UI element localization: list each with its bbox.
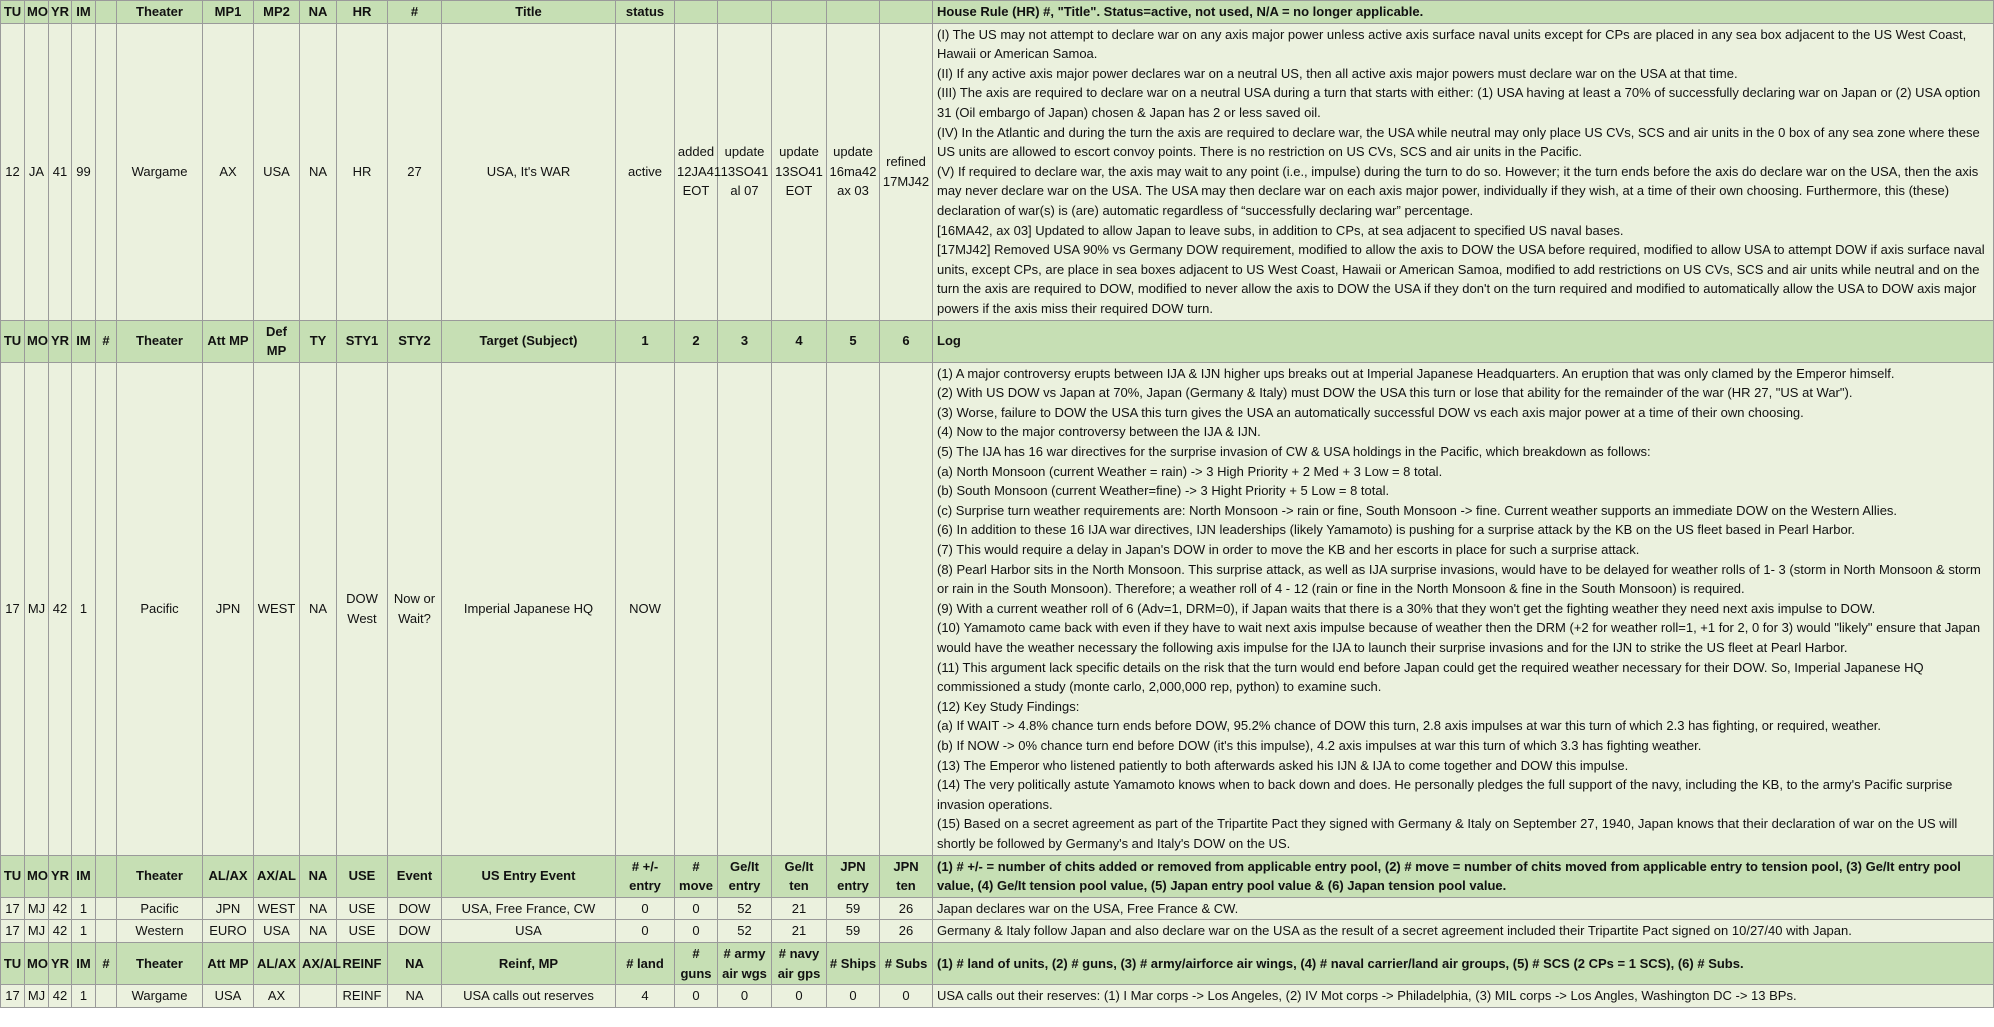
cell-yr[interactable]: 42 bbox=[49, 985, 72, 1008]
col-title: Title bbox=[442, 1, 616, 24]
cell-mo[interactable]: MJ bbox=[25, 920, 49, 943]
col-subs: # Subs bbox=[880, 942, 933, 984]
col-al-ax: AL/AX bbox=[254, 942, 300, 984]
log-line: (2) With US DOW vs Japan at 70%, Japan (Germany & Italy) must DOW the USA this turn or lose that ability for the remainder of the war (HR 27, "US at War"). bbox=[937, 385, 1853, 401]
rule-line: (III) The axis are required to declare war on a neutral USA during a turn that starts with either: (1) USA having at least a 70% of successfully declaring war on Japan or (2) USA option 31 (Oil embargo of Japan) chosen & Japan has 2 or less saved oil. bbox=[937, 85, 1981, 120]
cell-us-entry-event[interactable]: USA bbox=[442, 920, 616, 943]
cell-def-mp[interactable]: WEST bbox=[254, 362, 300, 855]
cell-update-3[interactable]: update 16ma42 ax 03 bbox=[827, 23, 880, 320]
col-na: NA bbox=[300, 1, 337, 24]
col-guns: # guns bbox=[675, 942, 718, 984]
col-entry-legend: (1) # +/- = number of chits added or removed from applicable entry pool, (2) # move = number of chits moved from applicable entry to tension pool, (3) Ge/It entry pool value, (4) Ge/It tension pool value, (5) Japan entry pool value & (6) Japan tension pool value. bbox=[933, 855, 1994, 897]
rule-line: (I) The US may not attempt to declare war on any axis major power unless active axis surface naval units except for CPs are placed in any sea box adjacent to the US West Coast, Hawaii or American Samoa. bbox=[937, 26, 1967, 62]
col-tu: TU bbox=[1, 942, 25, 984]
cell-mo[interactable]: MJ bbox=[25, 985, 49, 1008]
col-blank bbox=[827, 1, 880, 24]
col-blank bbox=[96, 855, 117, 897]
cell-number[interactable] bbox=[96, 985, 117, 1008]
cell-yr[interactable]: 41 bbox=[49, 23, 72, 320]
col-army-air: # army air wgs bbox=[718, 942, 772, 984]
col-ax-al: AX/AL bbox=[254, 855, 300, 897]
us-entry-row bbox=[1, 920, 1994, 943]
cell-tu[interactable]: 17 bbox=[1, 920, 25, 943]
cell-theater[interactable]: Pacific bbox=[117, 362, 203, 855]
col-jpn-entry: JPN entry bbox=[827, 855, 880, 897]
house-rule-row bbox=[1, 23, 1994, 320]
col-yr: YR bbox=[49, 320, 72, 362]
cell-geit-ten[interactable]: 21 bbox=[772, 897, 827, 920]
cell-refined[interactable]: refined 17MJ42 bbox=[880, 23, 933, 320]
col-2: 2 bbox=[675, 320, 718, 362]
col-mo: MO bbox=[25, 320, 49, 362]
us-entry-header-row bbox=[1, 855, 1994, 897]
log-line: (1) A major controversy erupts between IJA & IJN higher ups breaks out at Imperial Japanese Headquarters. An eruption that was only clamed by the Emperor himself. bbox=[937, 365, 1895, 381]
col-ships: # Ships bbox=[827, 942, 880, 984]
cell-4[interactable] bbox=[772, 362, 827, 855]
log-row bbox=[1, 362, 1994, 855]
col-na: NA bbox=[388, 942, 442, 984]
col-im: IM bbox=[72, 942, 96, 984]
cell-guns[interactable]: 0 bbox=[675, 985, 718, 1008]
cell-geit-entry[interactable]: 52 bbox=[718, 920, 772, 943]
cell-al-ax[interactable]: JPN bbox=[203, 897, 254, 920]
rule-line: [16MA42, ax 03] Updated to allow Japan to leave subs, in addition to CPs, at sea adjacent to specified US naval bases. bbox=[937, 222, 1624, 238]
us-entry-row bbox=[1, 897, 1994, 920]
cell-entry-note[interactable]: Japan declares war on the USA, Free France & CW. bbox=[933, 897, 1994, 920]
col-3: 3 bbox=[718, 320, 772, 362]
col-blank bbox=[718, 1, 772, 24]
rule-line: [17MJ42] Removed USA 90% vs Germany DOW requirement, modified to allow the axis to DOW the USA before required, modified to allow USA to attempt DOW if axis surface naval units, except CPs, are place in sea boxes adjacent to US West Coast, Hawaii or American Samoa, modified to add restrictions on US CVs, SCS and air units while neutral and on the turn the axis are required to DOW, modified to never allow the axis to DOW the USA if they don't on the turn required and modified to automatically allow the USA to DOW axis major powers if the axis miss their required DOW turn. bbox=[937, 242, 1985, 316]
cell-2[interactable] bbox=[675, 362, 718, 855]
col-number: # bbox=[96, 942, 117, 984]
log-line: (6) In addition to these 16 IJA war directives, IJN leaderships (likely Yamamoto) is pushing for a surprise attack by the KB on the US fleet based in Pearl Harbor. bbox=[937, 522, 1855, 538]
cell-mp2[interactable]: USA bbox=[254, 23, 300, 320]
cell-entry-delta[interactable]: 0 bbox=[616, 897, 675, 920]
col-mo: MO bbox=[25, 942, 49, 984]
log-line: (8) Pearl Harbor sits in the North Monsoon. This surprise attack, as well as IJA surprise invasions, would have to be delayed for weather rolls of 1- 3 (storm in North Monsoon & storm or rain in the South Monsoon). Therefore; a weather roll of 4 - 12 (rain or fine in the North Monsoon & fine in the South Monsoon) is required. bbox=[937, 561, 1981, 597]
log-header-row bbox=[1, 320, 1994, 362]
col-tu: TU bbox=[1, 855, 25, 897]
col-yr: YR bbox=[49, 1, 72, 24]
col-house-rule: House Rule (HR) #, "Title". Status=active, not used, N/A = no longer applicable. bbox=[933, 1, 1994, 24]
cell-event[interactable]: DOW bbox=[388, 897, 442, 920]
col-im: IM bbox=[72, 320, 96, 362]
col-move: # move bbox=[675, 855, 718, 897]
cell-ax-al[interactable] bbox=[300, 985, 337, 1008]
log-line: (15) Based on a secret agreement as part of the Tripartite Pact they signed with Germany & Italy on September 27, 1940, Japan knows that their declaration of war on the US will shortly be followed by Germany's and Italy's DOW on the US. bbox=[937, 816, 1958, 851]
cell-tu[interactable]: 17 bbox=[1, 362, 25, 855]
cell-hr[interactable]: HR bbox=[337, 23, 388, 320]
cell-use[interactable]: USE bbox=[337, 897, 388, 920]
col-im: IM bbox=[72, 1, 96, 24]
cell-move[interactable]: 0 bbox=[675, 897, 718, 920]
col-event: Event bbox=[388, 855, 442, 897]
log-line: (12) Key Study Findings: bbox=[937, 698, 1080, 714]
cell-reinf-note[interactable]: USA calls out their reserves: (1) I Mar corps -> Los Angeles, (2) IV Mot corps -> Philadelphia, (3) MIL corps -> Los Angles, Washington DC -> 13 BPs. bbox=[933, 985, 1994, 1008]
cell-yr[interactable]: 42 bbox=[49, 920, 72, 943]
col-number: # bbox=[96, 320, 117, 362]
cell-att-mp[interactable]: JPN bbox=[203, 362, 254, 855]
col-blank bbox=[772, 1, 827, 24]
cell-blank[interactable] bbox=[96, 23, 117, 320]
cell-us-entry-event[interactable]: USA, Free France, CW bbox=[442, 897, 616, 920]
col-yr: YR bbox=[49, 942, 72, 984]
col-navy-air: # navy air gps bbox=[772, 942, 827, 984]
col-tu: TU bbox=[1, 320, 25, 362]
col-hr: HR bbox=[337, 1, 388, 24]
cell-ax-al[interactable]: WEST bbox=[254, 897, 300, 920]
cell-mo[interactable]: JA bbox=[25, 23, 49, 320]
cell-reinf[interactable]: REINF bbox=[337, 985, 388, 1008]
log-line: (b) South Monsoon (current Weather=fine) -> 3 Hight Priority + 5 Low = 8 total. bbox=[937, 483, 1390, 499]
col-theater: Theater bbox=[117, 1, 203, 24]
col-mo: MO bbox=[25, 855, 49, 897]
col-blank bbox=[880, 1, 933, 24]
col-reinf-mp: Reinf, MP bbox=[442, 942, 616, 984]
col-us-entry-event: US Entry Event bbox=[442, 855, 616, 897]
cell-use[interactable]: USE bbox=[337, 920, 388, 943]
log-line: (14) The very politically astute Yamamoto knows when to back down and does. He personally pledges the full support of the navy, including the KB, to the army's Pacific surprise invasion operations. bbox=[937, 777, 1953, 812]
col-geit-ten: Ge/It ten bbox=[772, 855, 827, 897]
rule-line: (II) If any active axis major power declares war on a neutral US, then all active axis major powers must declare war on the USA at that time. bbox=[937, 65, 1738, 81]
cell-theater[interactable]: Western bbox=[117, 920, 203, 943]
cell-update-1[interactable]: update 13SO41 al 07 bbox=[718, 23, 772, 320]
cell-theater[interactable]: Wargame bbox=[117, 985, 203, 1008]
col-sty1: STY1 bbox=[337, 320, 388, 362]
log-line: (4) Now to the major controversy between the IJA & IJN. bbox=[937, 424, 1261, 440]
col-ty: TY bbox=[300, 320, 337, 362]
cell-reinf-mp[interactable]: USA calls out reserves bbox=[442, 985, 616, 1008]
cell-mo[interactable]: MJ bbox=[25, 362, 49, 855]
cell-added[interactable]: added 12JA41 EOT bbox=[675, 23, 718, 320]
col-6: 6 bbox=[880, 320, 933, 362]
log-line: (9) With a current weather roll of 6 (Adv=1, DRM=0), if Japan waits that there is a 30% that they won't get the fighting weather they need next axis impulse to DOW. bbox=[937, 600, 1876, 616]
cell-entry-note[interactable]: Germany & Italy follow Japan and also declare war on the USA as the result of a secret agreement included their Tripartite Pact signed on 10/27/40 with Japan. bbox=[933, 920, 1994, 943]
cell-blank[interactable] bbox=[96, 920, 117, 943]
log-line: (a) North Monsoon (current Weather = rain) -> 3 High Priority + 2 Med + 3 Low = 8 total. bbox=[937, 463, 1443, 479]
cell-na[interactable]: NA bbox=[300, 920, 337, 943]
cell-tu[interactable]: 12 bbox=[1, 23, 25, 320]
col-use: USE bbox=[337, 855, 388, 897]
cell-3[interactable] bbox=[718, 362, 772, 855]
col-target: Target (Subject) bbox=[442, 320, 616, 362]
cell-ty[interactable]: NA bbox=[300, 362, 337, 855]
cell-yr[interactable]: 42 bbox=[49, 362, 72, 855]
col-al-ax: AL/AX bbox=[203, 855, 254, 897]
col-entry-delta: # +/- entry bbox=[616, 855, 675, 897]
col-4: 4 bbox=[772, 320, 827, 362]
log-line: (5) The IJA has 16 war directives for the surprise invasion of CW & USA holdings in the Pacific, which breakdown as follows: bbox=[937, 444, 1651, 460]
cell-na[interactable]: NA bbox=[300, 23, 337, 320]
col-sty2: STY2 bbox=[388, 320, 442, 362]
cell-tu[interactable]: 17 bbox=[1, 985, 25, 1008]
cell-number[interactable] bbox=[96, 362, 117, 855]
reinf-row bbox=[1, 985, 1994, 1008]
cell-5[interactable] bbox=[827, 362, 880, 855]
cell-im[interactable]: 1 bbox=[72, 897, 96, 920]
cell-att-mp[interactable]: USA bbox=[203, 985, 254, 1008]
col-blank bbox=[96, 1, 117, 24]
col-jpn-ten: JPN ten bbox=[880, 855, 933, 897]
col-number: # bbox=[388, 1, 442, 24]
cell-al-ax[interactable]: EURO bbox=[203, 920, 254, 943]
cell-im[interactable]: 1 bbox=[72, 985, 96, 1008]
cell-target[interactable]: Imperial Japanese HQ bbox=[442, 362, 616, 855]
cell-jpn-ten[interactable]: 26 bbox=[880, 897, 933, 920]
cell-tu[interactable]: 17 bbox=[1, 897, 25, 920]
log-line: (3) Worse, failure to DOW the USA this turn gives the USA an automatically successful DOW vs each axis major power at a time of their own choosing. bbox=[937, 404, 1804, 420]
cell-geit-ten[interactable]: 21 bbox=[772, 920, 827, 943]
cell-title[interactable]: USA, It's WAR bbox=[442, 23, 616, 320]
cell-subs[interactable]: 0 bbox=[880, 985, 933, 1008]
cell-jpn-ten[interactable]: 26 bbox=[880, 920, 933, 943]
col-def-mp: Def MP bbox=[254, 320, 300, 362]
cell-geit-entry[interactable]: 52 bbox=[718, 897, 772, 920]
col-geit-entry: Ge/It entry bbox=[718, 855, 772, 897]
col-ax-al: AX/AL bbox=[300, 942, 337, 984]
col-land: # land bbox=[616, 942, 675, 984]
cell-status[interactable]: active bbox=[616, 23, 675, 320]
col-mp1: MP1 bbox=[203, 1, 254, 24]
cell-event[interactable]: DOW bbox=[388, 920, 442, 943]
col-mp2: MP2 bbox=[254, 1, 300, 24]
cell-theater[interactable]: Wargame bbox=[117, 23, 203, 320]
rule-line: (V) If required to declare war, the axis may wait to any point (i.e., impulse) during the turn to do so. However; it the turn ends before the axis do declare war on the USA, then the axis may never declare war on the USA. The USA may then declare war on each axis major power, individually if they wish, at a time of their own choosing. Furthermore, this (these) declaration of war(s) is (are) automatic regardless of “successfully declaring war” percentage. bbox=[937, 163, 1979, 218]
cell-yr[interactable]: 42 bbox=[49, 897, 72, 920]
log-line: (10) Yamamoto came back with even if they have to wait next axis impulse because of weather then the DRM (+2 for weather roll=1, +1 for 2, 0 for 3) would "likely" ensure that Japan would have the weather necessary the following axis impulse for the IJA to launch their surprise invasions and for the IJN to strike the US fleet at Pearl Harbor. bbox=[937, 620, 1981, 655]
cell-sty2[interactable]: Now or Wait? bbox=[388, 362, 442, 855]
cell-mo[interactable]: MJ bbox=[25, 897, 49, 920]
log-line: (7) This would require a delay in Japan's DOW in order to move the KB and her escorts in place for such a surprise attack. bbox=[937, 542, 1640, 558]
cell-jpn-entry[interactable]: 59 bbox=[827, 897, 880, 920]
cell-land[interactable]: 4 bbox=[616, 985, 675, 1008]
cell-ships[interactable]: 0 bbox=[827, 985, 880, 1008]
col-1: 1 bbox=[616, 320, 675, 362]
log-line: (b) If NOW -> 0% chance turn end before DOW (it's this impulse), 4.2 axis impulses at war this turn of which 3.3 has fighting weather. bbox=[937, 737, 1702, 753]
col-theater: Theater bbox=[117, 942, 203, 984]
cell-al-ax[interactable]: AX bbox=[254, 985, 300, 1008]
col-reinf: REINF bbox=[337, 942, 388, 984]
cell-im[interactable]: 1 bbox=[72, 920, 96, 943]
house-rule-header-row bbox=[1, 1, 1994, 24]
cell-update-2[interactable]: update 13SO41 EOT bbox=[772, 23, 827, 320]
cell-1[interactable]: NOW bbox=[616, 362, 675, 855]
col-mo: MO bbox=[25, 1, 49, 24]
log-line: (c) Surprise turn weather requirements are: North Monsoon -> rain or fine, South Monsoon -> fine. Current weather supports an immediate DOW on the Western Allies. bbox=[937, 502, 1898, 518]
cell-army-air[interactable]: 0 bbox=[718, 985, 772, 1008]
col-blank bbox=[675, 1, 718, 24]
cell-navy-air[interactable]: 0 bbox=[772, 985, 827, 1008]
cell-im[interactable]: 1 bbox=[72, 362, 96, 855]
cell-ax-al[interactable]: USA bbox=[254, 920, 300, 943]
cell-na[interactable]: NA bbox=[300, 897, 337, 920]
cell-house-rule-text[interactable] bbox=[933, 23, 1994, 320]
log-line: (a) If WAIT -> 4.8% chance turn ends before DOW, 95.2% chance of DOW this turn, 2.8 axis impulses at war this turn of which 2.3 has fighting, or required, weather. bbox=[937, 718, 1882, 734]
col-reinf-legend: (1) # land of units, (2) # guns, (3) # army/airforce air wings, (4) # naval carrier/land air groups, (5) # SCS (2 CPs = 1 SCS), (6) # Subs. bbox=[933, 942, 1994, 984]
col-5: 5 bbox=[827, 320, 880, 362]
col-att-mp: Att MP bbox=[203, 942, 254, 984]
col-status: status bbox=[616, 1, 675, 24]
cell-sty1[interactable]: DOW West bbox=[337, 362, 388, 855]
cell-6[interactable] bbox=[880, 362, 933, 855]
cell-entry-delta[interactable]: 0 bbox=[616, 920, 675, 943]
cell-blank[interactable] bbox=[96, 897, 117, 920]
cell-im[interactable]: 99 bbox=[72, 23, 96, 320]
col-na: NA bbox=[300, 855, 337, 897]
col-theater: Theater bbox=[117, 320, 203, 362]
col-att-mp: Att MP bbox=[203, 320, 254, 362]
cell-number[interactable]: 27 bbox=[388, 23, 442, 320]
col-tu: TU bbox=[1, 1, 25, 24]
log-line: (11) This argument lack specific details on the risk that the turn would end before Japan could get the required weather necessary for their DOW. So, Imperial Japanese HQ commissioned a study (monte carlo, 2,000,000 rep, python) to examine such. bbox=[937, 659, 1924, 695]
cell-mp1[interactable]: AX bbox=[203, 23, 254, 320]
col-im: IM bbox=[72, 855, 96, 897]
rule-line: (IV) In the Atlantic and during the turn the axis are required to declare war, the USA while neutral may only place US CVs, SCS and air units in the 0 box of any sea zone where these US units are allowed to escort convoy points. There is no restriction on US CVs, SCS and air units in the Pacific. bbox=[937, 124, 1980, 160]
log-line: (13) The Emperor who listened patiently to both afterwards asked his IJN & IJA to come together and DOW this impulse. bbox=[937, 757, 1629, 773]
cell-log-text[interactable] bbox=[933, 362, 1994, 855]
col-log: Log bbox=[933, 320, 1994, 362]
col-yr: YR bbox=[49, 855, 72, 897]
cell-move[interactable]: 0 bbox=[675, 920, 718, 943]
cell-na[interactable]: NA bbox=[388, 985, 442, 1008]
cell-theater[interactable]: Pacific bbox=[117, 897, 203, 920]
cell-jpn-entry[interactable]: 59 bbox=[827, 920, 880, 943]
reinf-header-row bbox=[1, 942, 1994, 984]
col-theater: Theater bbox=[117, 855, 203, 897]
